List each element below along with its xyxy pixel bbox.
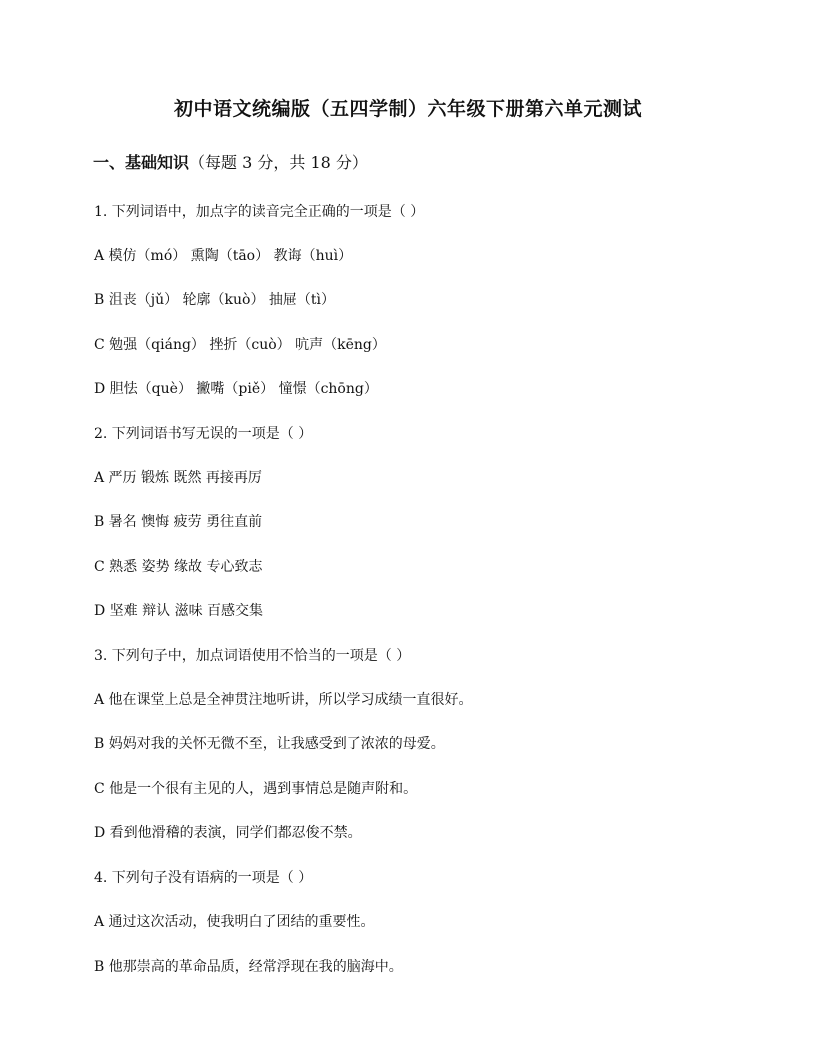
question-3-option-b: B 妈妈对我的关怀无微不至，让我感受到了浓浓的母爱。 xyxy=(94,736,445,752)
question-1-option-d: D 胆怯（què） 撇嘴（piě） 憧憬（chōng） xyxy=(94,381,378,397)
question-1-option-a: A 模仿（mó） 熏陶（tāo） 教诲（huì） xyxy=(94,248,353,264)
question-1-option-b: B 沮丧（jǔ） 轮廓（kuò） 抽屉（tì） xyxy=(94,292,336,308)
page-title: 初中语文统编版（五四学制）六年级下册第六单元测试 xyxy=(173,98,642,120)
question-2-option-b: B 暑名 懊悔 疲劳 勇往直前 xyxy=(94,514,263,530)
question-3-option-d: D 看到他滑稽的表演，同学们都忍俊不禁。 xyxy=(94,825,362,841)
question-4-option-b: B 他那崇高的革命品质，经常浮现在我的脑海中。 xyxy=(94,959,403,975)
section-heading-text: 一、基础知识 xyxy=(93,153,190,172)
question-2-option-c: C 熟悉 姿势 缘故 专心致志 xyxy=(94,559,263,575)
question-3-stem: 3. 下列句子中，加点词语使用不恰当的一项是（ ） xyxy=(94,648,411,664)
section-heading xyxy=(93,150,368,173)
question-4-stem: 4. 下列句子没有语病的一项是（ ） xyxy=(94,870,313,886)
question-4-option-a: A 通过这次活动，使我明白了团结的重要性。 xyxy=(94,914,375,930)
question-2-option-a: A 严历 锻炼 既然 再接再厉 xyxy=(94,470,262,486)
question-2-stem: 2. 下列词语书写无误的一项是（ ） xyxy=(94,426,313,442)
question-1-stem: 1. 下列词语中，加点字的读音完全正确的一项是（ ） xyxy=(94,204,425,220)
question-2-option-d: D 坚难 辩认 滋味 百感交集 xyxy=(94,603,264,619)
question-1-option-c: C 勉强（qiáng） 挫折（cuò） 吭声（kēng） xyxy=(94,337,386,353)
question-3-option-a: A 他在课堂上总是全神贯注地听讲，所以学习成绩一直很好。 xyxy=(94,692,473,708)
section-score-note: （每题 3 分，共 18 分） xyxy=(189,153,368,172)
question-3-option-c: C 他是一个很有主见的人，遇到事情总是随声附和。 xyxy=(94,781,418,797)
